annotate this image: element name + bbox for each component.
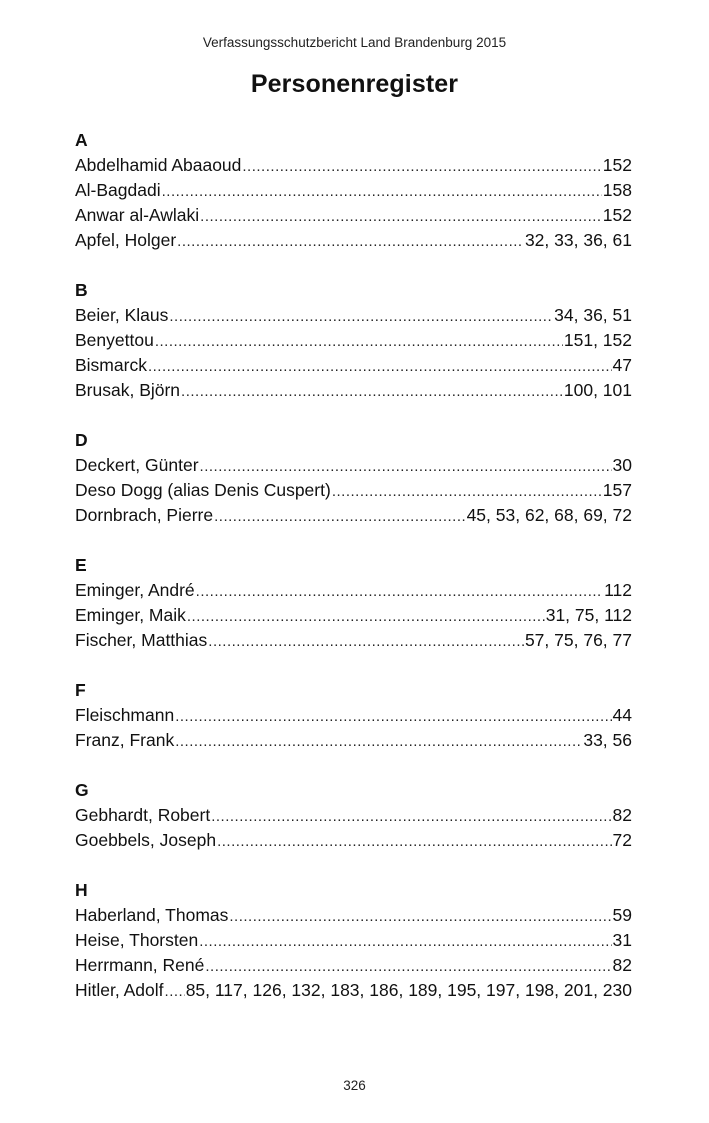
entry-pages: 100, 101 — [563, 380, 632, 400]
entry-pages: 112 — [604, 580, 632, 600]
entry-name: Bismarck — [75, 355, 147, 375]
section-letter: H — [75, 880, 88, 900]
section-letter: E — [75, 555, 87, 575]
entry-name: Anwar al-Awlaki — [75, 205, 200, 225]
entry-name: Gebhardt, Robert — [75, 805, 211, 825]
register-entry — [75, 328, 632, 353]
register-section-h — [75, 878, 632, 1003]
dot-leader — [175, 729, 582, 754]
register-section-a — [75, 128, 632, 253]
entry-name: Heise, Thorsten — [75, 930, 199, 950]
dot-leader — [208, 629, 524, 654]
entry-pages: 47 — [612, 355, 632, 375]
entry-pages: 152 — [602, 205, 632, 225]
dot-leader — [175, 704, 611, 729]
register-entry — [75, 953, 632, 978]
dot-leader — [199, 929, 611, 954]
section-letter: A — [75, 130, 88, 150]
dot-leader — [205, 954, 611, 979]
entry-name: Fleischmann — [75, 705, 175, 725]
dot-leader — [332, 479, 602, 504]
entry-pages: 33, 56 — [583, 730, 632, 750]
register-entry — [75, 303, 632, 328]
register-entry — [75, 728, 632, 753]
dot-leader — [200, 204, 602, 229]
register-entry — [75, 378, 632, 403]
register-entry — [75, 928, 632, 953]
page-number: 326 — [343, 1078, 366, 1093]
page-title: Personenregister — [250, 70, 459, 98]
entry-name: Hitler, Adolf — [75, 980, 164, 1000]
dot-leader — [217, 829, 611, 854]
entry-pages: 31, 75, 112 — [545, 605, 632, 625]
entry-name: Brusak, Björn — [75, 380, 181, 400]
section-letter: D — [75, 430, 88, 450]
entry-pages: 32, 33, 36, 61 — [524, 230, 632, 250]
entry-pages: 151, 152 — [563, 330, 632, 350]
entry-pages: 82 — [612, 955, 632, 975]
entry-name: Dornbrach, Pierre — [75, 505, 214, 525]
register-section-g — [75, 778, 632, 853]
entry-pages: 59 — [612, 905, 632, 925]
register-entry — [75, 353, 632, 378]
entry-pages: 34, 36, 51 — [554, 305, 632, 325]
register-entry — [75, 803, 632, 828]
register-entry — [75, 628, 632, 653]
entry-name: Beier, Klaus — [75, 305, 169, 325]
register-section-b — [75, 278, 632, 403]
register-entry — [75, 228, 632, 253]
register-entry — [75, 453, 632, 478]
entry-name: Fischer, Matthias — [75, 630, 208, 650]
entry-pages: 31 — [612, 930, 632, 950]
dot-leader — [187, 604, 545, 629]
running-header: Verfassungsschutzbericht Land Brandenburg 2015 — [202, 35, 507, 50]
register-entry — [75, 603, 632, 628]
dot-leader — [155, 329, 563, 354]
register-entry — [75, 978, 632, 1003]
dot-leader — [242, 154, 601, 179]
entry-name: Herrmann, René — [75, 955, 205, 975]
entry-name: Al-Bagdadi — [75, 180, 161, 200]
entry-pages: 157 — [602, 480, 632, 500]
entry-name: Deso Dogg (alias Denis Cuspert) — [75, 480, 331, 500]
dot-leader — [200, 454, 612, 479]
dot-leader — [229, 904, 611, 929]
entry-pages: 82 — [612, 805, 632, 825]
register-entry — [75, 203, 632, 228]
dot-leader — [177, 229, 524, 254]
entry-pages: 45, 53, 62, 68, 69, 72 — [466, 505, 632, 525]
register-section-f — [75, 678, 632, 753]
entry-name: Deckert, Günter — [75, 455, 199, 475]
dot-leader — [169, 304, 553, 329]
entry-name: Apfel, Holger — [75, 230, 177, 250]
entry-name: Eminger, Maik — [75, 605, 186, 625]
register-section-e — [75, 553, 632, 653]
register-entry — [75, 703, 632, 728]
dot-leader — [214, 504, 465, 529]
register-entry — [75, 178, 632, 203]
register-section-d — [75, 428, 632, 528]
register-entry — [75, 478, 632, 503]
section-letter: F — [75, 680, 86, 700]
dot-leader — [211, 804, 611, 829]
dot-leader — [162, 179, 602, 204]
person-register — [75, 128, 632, 1028]
entry-name: Benyettou — [75, 330, 154, 350]
register-entry — [75, 828, 632, 853]
entry-pages: 158 — [602, 180, 632, 200]
section-letter: B — [75, 280, 88, 300]
entry-name: Haberland, Thomas — [75, 905, 229, 925]
register-entry — [75, 503, 632, 528]
entry-name: Abdelhamid Abaaoud — [75, 155, 242, 175]
entry-name: Eminger, André — [75, 580, 195, 600]
entry-pages: 57, 75, 76, 77 — [524, 630, 632, 650]
register-entry — [75, 903, 632, 928]
entry-pages: 30 — [612, 455, 632, 475]
dot-leader — [181, 379, 563, 404]
entry-pages: 44 — [612, 705, 632, 725]
entry-pages: 85, 117, 126, 132, 183, 186, 189, 195, 197, 198, 201, 230 — [185, 980, 632, 1000]
dot-leader — [165, 979, 185, 1004]
register-entry — [75, 153, 632, 178]
section-letter: G — [75, 780, 89, 800]
register-entry — [75, 578, 632, 603]
entry-name: Franz, Frank — [75, 730, 175, 750]
entry-pages: 72 — [612, 830, 632, 850]
entry-pages: 152 — [602, 155, 632, 175]
entry-name: Goebbels, Joseph — [75, 830, 217, 850]
dot-leader — [148, 354, 612, 379]
dot-leader — [196, 579, 603, 604]
